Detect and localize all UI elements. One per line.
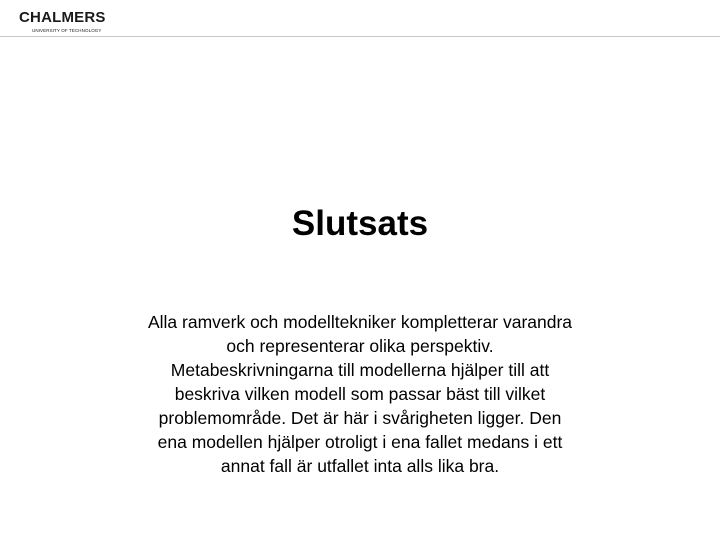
chalmers-logo [19, 9, 129, 35]
body-line: Metabeskrivningarna till modellerna hjälper till att [170, 360, 550, 380]
slide-title: Slutsats [291, 204, 429, 243]
logo-wordmark: CHALMERS [19, 9, 106, 26]
header-divider [0, 36, 720, 37]
logo-tagline: UNIVERSITY OF TECHNOLOGY [32, 28, 102, 33]
body-line: beskriva vilken modell som passar bäst till vilket [174, 384, 546, 404]
body-line: problemområde. Det är här i svårigheten ligger. Den [158, 408, 562, 428]
body-line: ena modellen hjälper otroligt i ena fallet medans i ett [157, 432, 563, 452]
body-line: och representerar olika perspektiv. [226, 336, 494, 356]
body-line: annat fall är utfallet inta alls lika bra. [220, 456, 500, 476]
slide-body-text [100, 310, 620, 478]
body-line: Alla ramverk och modelltekniker kompletterar varandra [147, 312, 573, 332]
